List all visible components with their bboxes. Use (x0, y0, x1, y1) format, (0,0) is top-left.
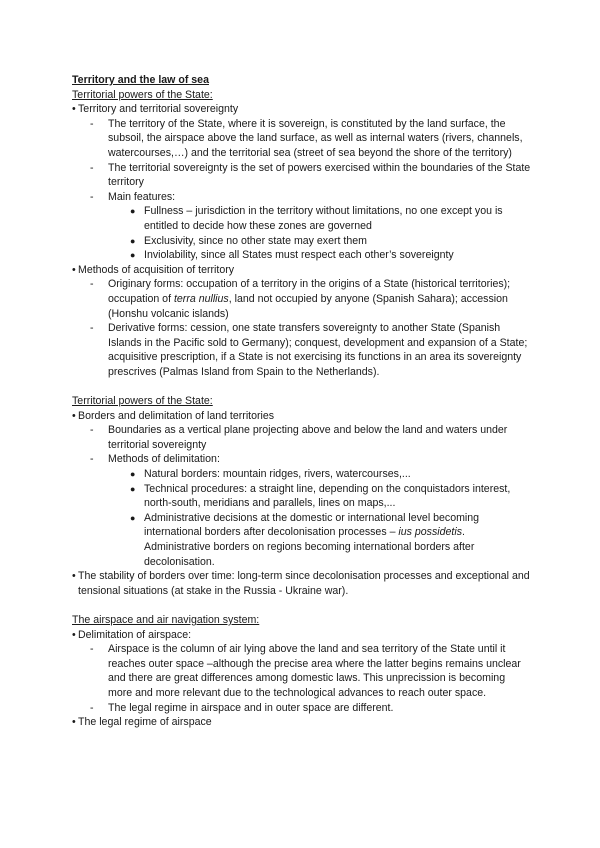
dash-text (108, 277, 532, 321)
dot-item (72, 248, 532, 263)
bullet-text: The legal regime of airspace (78, 716, 212, 729)
dot-item (72, 511, 532, 569)
emphasis-term: terra nullius (173, 292, 229, 305)
dash-item (72, 277, 532, 321)
dot-text: Fullness – jurisdiction in the territory without limitations, no one except you is entitled to decide how these zones are governed (144, 205, 503, 232)
dot-item (72, 467, 532, 482)
dash-text: The legal regime in airspace and in outer space are different. (108, 701, 394, 714)
bullet-item (72, 409, 532, 424)
dash-item (72, 161, 532, 190)
bullet-icon: • (72, 263, 76, 276)
section-heading: The airspace and air navigation system: (72, 613, 260, 626)
dash-text: Main features: (108, 190, 176, 203)
dash-item (72, 190, 532, 205)
dot-icon: ● (130, 250, 136, 261)
dash-icon: - (90, 453, 94, 466)
bullet-text: Delimitation of airspace: (78, 628, 192, 641)
dash-text: Boundaries as a vertical plane projecting above and below the land and waters under territorial sovereignty (108, 424, 508, 451)
dot-item (72, 482, 532, 511)
dot-icon: ● (130, 235, 136, 246)
section-heading: Territorial powers of the State: (72, 395, 213, 408)
bullet-text: Borders and delimitation of land territories (78, 409, 275, 422)
bullet-item (72, 102, 532, 117)
paragraph-gap (72, 379, 532, 394)
bullet-item (72, 263, 532, 278)
dash-item (72, 452, 532, 467)
dash-icon: - (90, 278, 94, 291)
dash-icon: - (90, 161, 94, 174)
dot-text: Natural borders: mountain ridges, rivers, watercourses,... (144, 468, 411, 481)
dot-text: Exclusivity, since no other state may exert them (144, 234, 367, 247)
paragraph-gap (72, 598, 532, 613)
dot-item (72, 234, 532, 249)
dash-icon: - (90, 322, 94, 335)
dot-item (72, 204, 532, 233)
bullet-icon: • (72, 103, 76, 116)
dash-icon: - (90, 424, 94, 437)
bullet-icon: • (72, 570, 76, 583)
bullet-icon: • (72, 716, 76, 729)
bullet-item (72, 628, 532, 643)
dot-icon: ● (130, 469, 136, 480)
dot-text: Technical procedures: a straight line, depending on the conquistadors interest, north-south, meridians and parallels, lines on maps,... (144, 482, 511, 510)
bullet-text: Methods of acquisition of territory (78, 263, 235, 276)
text-run: , land not occupied by anyone (Spanish Sahara); accession (Honshu volcanic islands) (108, 292, 508, 320)
dot-icon: ● (130, 512, 136, 523)
dash-text: Airspace is the column of air lying above the land and sea territory of the State until it reaches outer space –although the precise area where the latter begins remains unclear and there are great differences among domestic laws. This unprecission is becoming more and more relevant due to the technological advances to reach outer space. (108, 643, 521, 699)
emphasis-term: ius possidetis (398, 526, 462, 539)
dot-icon: ● (130, 206, 136, 217)
dash-icon: - (90, 701, 94, 714)
text-run: Originary forms: occupation of a territory in the origins of a State (historical territories); occupation of (108, 278, 511, 305)
text-run: Administrative decisions at the domestic or international level becoming international borders after decolonisation processes – (144, 511, 480, 539)
bullet-item (72, 569, 532, 598)
document-body (72, 73, 532, 730)
dash-item (72, 423, 532, 452)
dash-text: The territorial sovereignty is the set of powers exercised within the boundaries of the State territory (108, 161, 531, 189)
dot-text: Inviolability, since all States must respect each other’s sovereignty (144, 249, 454, 262)
dash-item (72, 117, 532, 161)
bullet-item (72, 715, 532, 730)
bullet-icon: • (72, 628, 76, 641)
dash-item (72, 321, 532, 379)
dash-item (72, 701, 532, 716)
dash-text: The territory of the State, where it is sovereign, is constituted by the land surface, the subsoil, the airspace above the land surface, as well as internal waters (rivers, channels, watercourses,…) and the territorial sea (street of sea beyond the shore of the territory) (108, 117, 523, 159)
dot-icon: ● (130, 483, 136, 494)
section-heading: Territorial powers of the State: (72, 88, 213, 101)
text-run: . Administrative borders on regions becoming international borders after decolonisation. (144, 526, 475, 568)
dash-icon: - (90, 117, 94, 130)
page-title: Territory and the law of sea (72, 74, 209, 86)
dash-item (72, 642, 532, 700)
dash-text: Methods of delimitation: (108, 453, 220, 466)
dash-text: Derivative forms: cession, one state transfers sovereignty to another State (Spanish Islands in the Pacific sold to Germany); conquest, development and expansion of a State; acquisitive prescription, if a State is not exercising its functions in an area its sovereignty prescrives (Palmas Island from Spain to the Netherlands). (108, 322, 528, 378)
dot-text (144, 511, 532, 569)
bullet-icon: • (72, 409, 76, 422)
dash-icon: - (90, 643, 94, 656)
dash-icon: - (90, 190, 94, 203)
bullet-text: The stability of borders over time: long-term since decolonisation processes and exceptional and tensional situations (at stake in the Russia - Ukraine war). (78, 570, 530, 597)
bullet-text: Territory and territorial sovereignty (78, 103, 239, 116)
